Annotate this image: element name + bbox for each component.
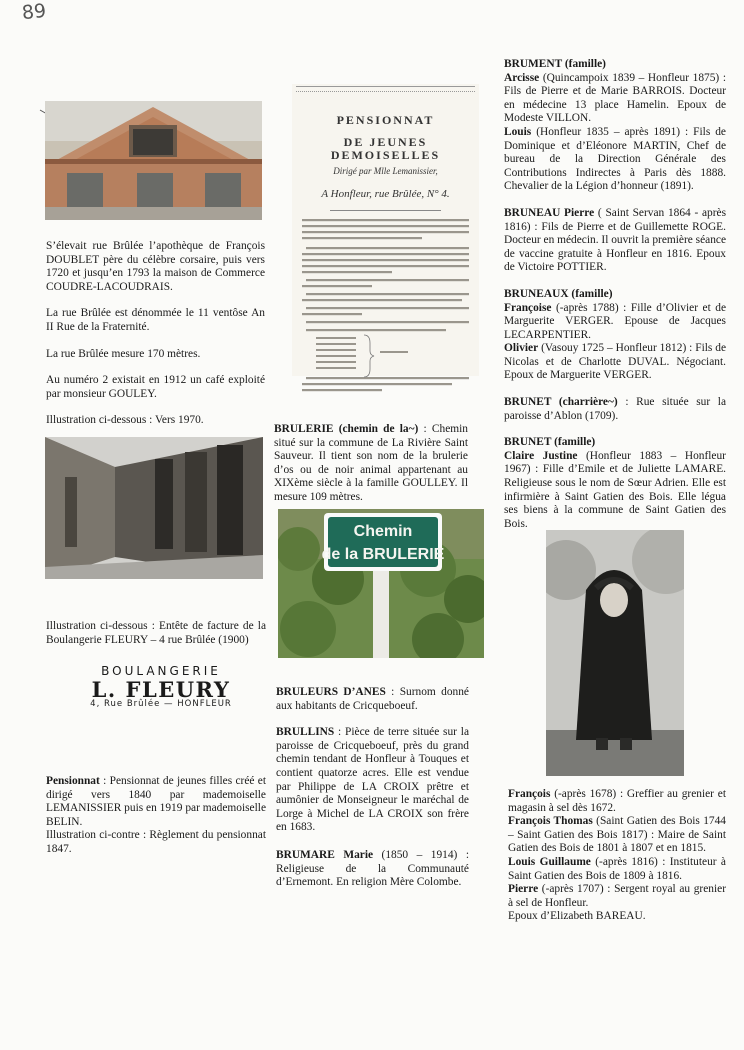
louis-entry <box>504 126 726 194</box>
francoise-term: Françoise <box>504 301 552 314</box>
doc-body-text-lines <box>292 217 479 397</box>
bruleurs-text: : Surnom donné aux habitants de Cricqueboeuf. <box>276 686 469 712</box>
doc-address: A Honfleur, rue Brûlée, N° 4. <box>321 188 450 201</box>
illustration-1970-caption: Illustration ci-dessous : Vers 1970. <box>46 414 204 427</box>
arcisse-entry <box>504 72 726 126</box>
sign-text-brulerie: de la BRULERIE <box>321 546 445 563</box>
louis-guillaume-entry <box>508 856 726 883</box>
facade-illustration <box>45 101 262 220</box>
francois-thomas-term: François Thomas <box>508 815 593 828</box>
bruleurs-term: BRULEURS D’ANES <box>276 686 386 698</box>
house-facade-photo <box>45 101 262 220</box>
brumare-term: BRUMARE Marie <box>276 848 374 861</box>
brullins-term: BRULLINS <box>276 726 335 739</box>
arcisse-text: (Quincampoix 1839 – Honfleur 1875) : Fils de Pierre et de Marie BARROIS. Docteur en médecine 13 place Hamelin. Epoux de Modeste VILLON. <box>504 71 726 125</box>
middle-entries <box>276 686 469 890</box>
olivier-text: (Vasouy 1725 – Honfleur 1812) : Fils de Nicolas et de Charlotte DUVAL. Négociant. Epoux de Marguerite VERGER. <box>504 342 726 382</box>
louis-text: (Honfleur 1835 – après 1891) : Fils de Dominique et d’Eléonore MARTIN, Chef de bureau de la Direction Générale des Contributions Indirectes à Paris dès 1888. Chevalier de la Légion d’honneur (1891). <box>504 125 726 193</box>
bruneau-text: ( Saint Servan 1864 - après 1816) : Fils de Pierre et de Guillemette ROGE. Docteur en médecin. Il ouvrit la première séance de vaccine gratuite à Honfleur en 1816. Epoux de Victoire POTTIER. <box>504 206 727 274</box>
arcisse-term: Arcisse <box>504 71 540 84</box>
brunet-charriere-text: : Rue située sur la paroisse d’Ablon (1709). <box>504 396 726 422</box>
bruleurs-entry <box>276 686 469 713</box>
brumare-entry <box>276 849 469 890</box>
doc-directed-by: Dirigé par Mlle Lemanissier, <box>333 165 438 176</box>
brullins-entry <box>276 726 469 835</box>
pierre-text: (-après 1707) : Sergent royal au grenier à sel de Honfleur. <box>508 883 726 909</box>
pensionnat-reglement-document <box>292 84 479 376</box>
letterhead-boulangerie: BOULANGERIE <box>101 664 221 678</box>
intro-paragraph: S’élevait rue Brûlée l’apothèque de François DOUBLET père du célèbre corsaire, puis vers 1720 et jusqu’en 1793 la maison de Commerce COUDRE-LACOUDRAIS. <box>46 240 265 293</box>
sign-text-chemin: Chemin <box>353 523 413 540</box>
facture-caption: Illustration ci-dessous : Entête de facture de la Boulangerie FLEURY – 4 rue Brûlée (1900) <box>46 620 266 646</box>
pensionnat-text: : Pensionnat de jeunes filles créé et dirigé vers 1840 par mademoiselle LEMANISSIER puis en 1919 par mademoiselle BELIN. <box>46 775 266 828</box>
brullins-text: : Pièce de terre située sur la paroisse de Cricqueboeuf, près du grand chemin tendant de Honfleur à Touques et contient quatorze acres. Elle est vendue par Philippe de LA CROIX prêtre et aumônier de Monseigneur le maréchal de Lorge à Michel de LA CROIX son frère en 1683. <box>276 726 469 834</box>
louis-guillaume-text: (-après 1816) : Instituteur à Saint Gatien des Bois de 1809 à 1816. <box>508 855 726 882</box>
bruneau-term: BRUNEAU Pierre <box>504 206 595 219</box>
letterhead-fleury: L. FLEURY <box>91 676 231 702</box>
francois-text: (-après 1678) : Greffier au grenier et magasin à sel dès 1672. <box>508 788 726 814</box>
francois-thomas-text: (Saint Gatien des Bois 1744 – Saint Gatien des Bois 1817) : Maire de Saint Gatien des Bois de 1801 à 1807 et en 1815. <box>508 815 727 855</box>
brulerie-entry <box>274 423 468 505</box>
brumare-text: (1850 – 1914) : Religieuse de la Communauté d’Ernemont. En religion Mère Colombe. <box>276 848 469 889</box>
pierre-spouse: Epoux d’Elizabeth BAREAU. <box>508 910 646 923</box>
francois-entry <box>508 788 726 815</box>
pensionnat-entry <box>46 775 266 857</box>
louis-term: Louis <box>504 125 532 138</box>
doc-title-demoiselles: DE JEUNES DEMOISELLES <box>330 134 441 163</box>
left-column-text <box>46 240 265 428</box>
street-photo-1970 <box>45 437 263 579</box>
francois-thomas-entry <box>508 815 726 856</box>
francoise-entry <box>504 302 726 343</box>
bruneau-entry <box>504 207 726 275</box>
right-column-top <box>504 58 726 531</box>
pierre-term: Pierre <box>508 883 539 896</box>
claire-term: Claire Justine <box>504 449 578 462</box>
fleury-letterhead <box>72 665 250 712</box>
nun-portrait-photo <box>546 530 684 776</box>
length-paragraph: La rue Brûlée mesure 170 mètres. <box>46 347 201 360</box>
fraternite-paragraph: La rue Brûlée est dénommée le 11 ventôse An II Rue de la Fraternité. <box>46 307 265 333</box>
street-illustration <box>45 437 263 579</box>
page-number: 89 <box>20 0 48 25</box>
portrait-illustration <box>546 530 684 776</box>
brunet-charriere-term: BRUNET (charrière~) <box>504 396 618 409</box>
brulerie-term: BRULERIE (chemin de la~) <box>274 423 419 435</box>
right-column-bottom <box>508 788 726 924</box>
brulerie-text: : Chemin situé sur la commune de La Rivière Saint Sauveur. Il tient son nom de la brulerie d’os ou de noir animal appartenant au XIXème siècle à la famille GOULLEY. Il mesure 109 mètres. <box>274 423 468 503</box>
claire-text: (Honfleur 1883 – Honfleur 1967) : Fille d’Emile et de Juliette LAMARE. Religieuse sous le nom de Sœur Adrien. Elle est infirmière à Saint Gatien des Bois. Elle légua ses biens à la commune de Saint Gatien des Bois. <box>504 449 726 530</box>
doc-title-pensionnat: PENSIONNAT <box>336 113 435 127</box>
olivier-entry <box>504 342 726 383</box>
bruneaux-heading: BRUNEAUX (famille) <box>504 287 613 300</box>
francoise-text: (-après 1788) : Fille d’Olivier et de Marguerite VERGER. Epouse de Jacques LECARPENTIER. <box>504 301 726 341</box>
sign-illustration <box>278 509 484 658</box>
brunet-heading: BRUNET (famille) <box>504 436 596 449</box>
brument-heading: BRUMENT (famille) <box>504 58 606 70</box>
brunet-charriere-entry <box>504 396 726 423</box>
olivier-term: Olivier <box>504 342 539 355</box>
cafe-paragraph: Au numéro 2 existait en 1912 un café exploité par monsieur GOULEY. <box>46 374 265 400</box>
pierre-entry <box>508 883 726 910</box>
francois-term: François <box>508 788 551 800</box>
doc-top-rule <box>296 86 475 92</box>
claire-entry <box>504 450 726 532</box>
doc-rule <box>330 210 441 211</box>
pensionnat-term: Pensionnat <box>46 775 100 787</box>
pensionnat-illustration-caption: Illustration ci-contre : Règlement du pensionnat 1847. <box>46 829 266 855</box>
louis-guillaume-term: Louis Guillaume <box>508 855 591 868</box>
brulerie-sign-photo <box>278 509 484 658</box>
letterhead-address: 4, Rue Brûlée — HONFLEUR <box>90 699 232 710</box>
